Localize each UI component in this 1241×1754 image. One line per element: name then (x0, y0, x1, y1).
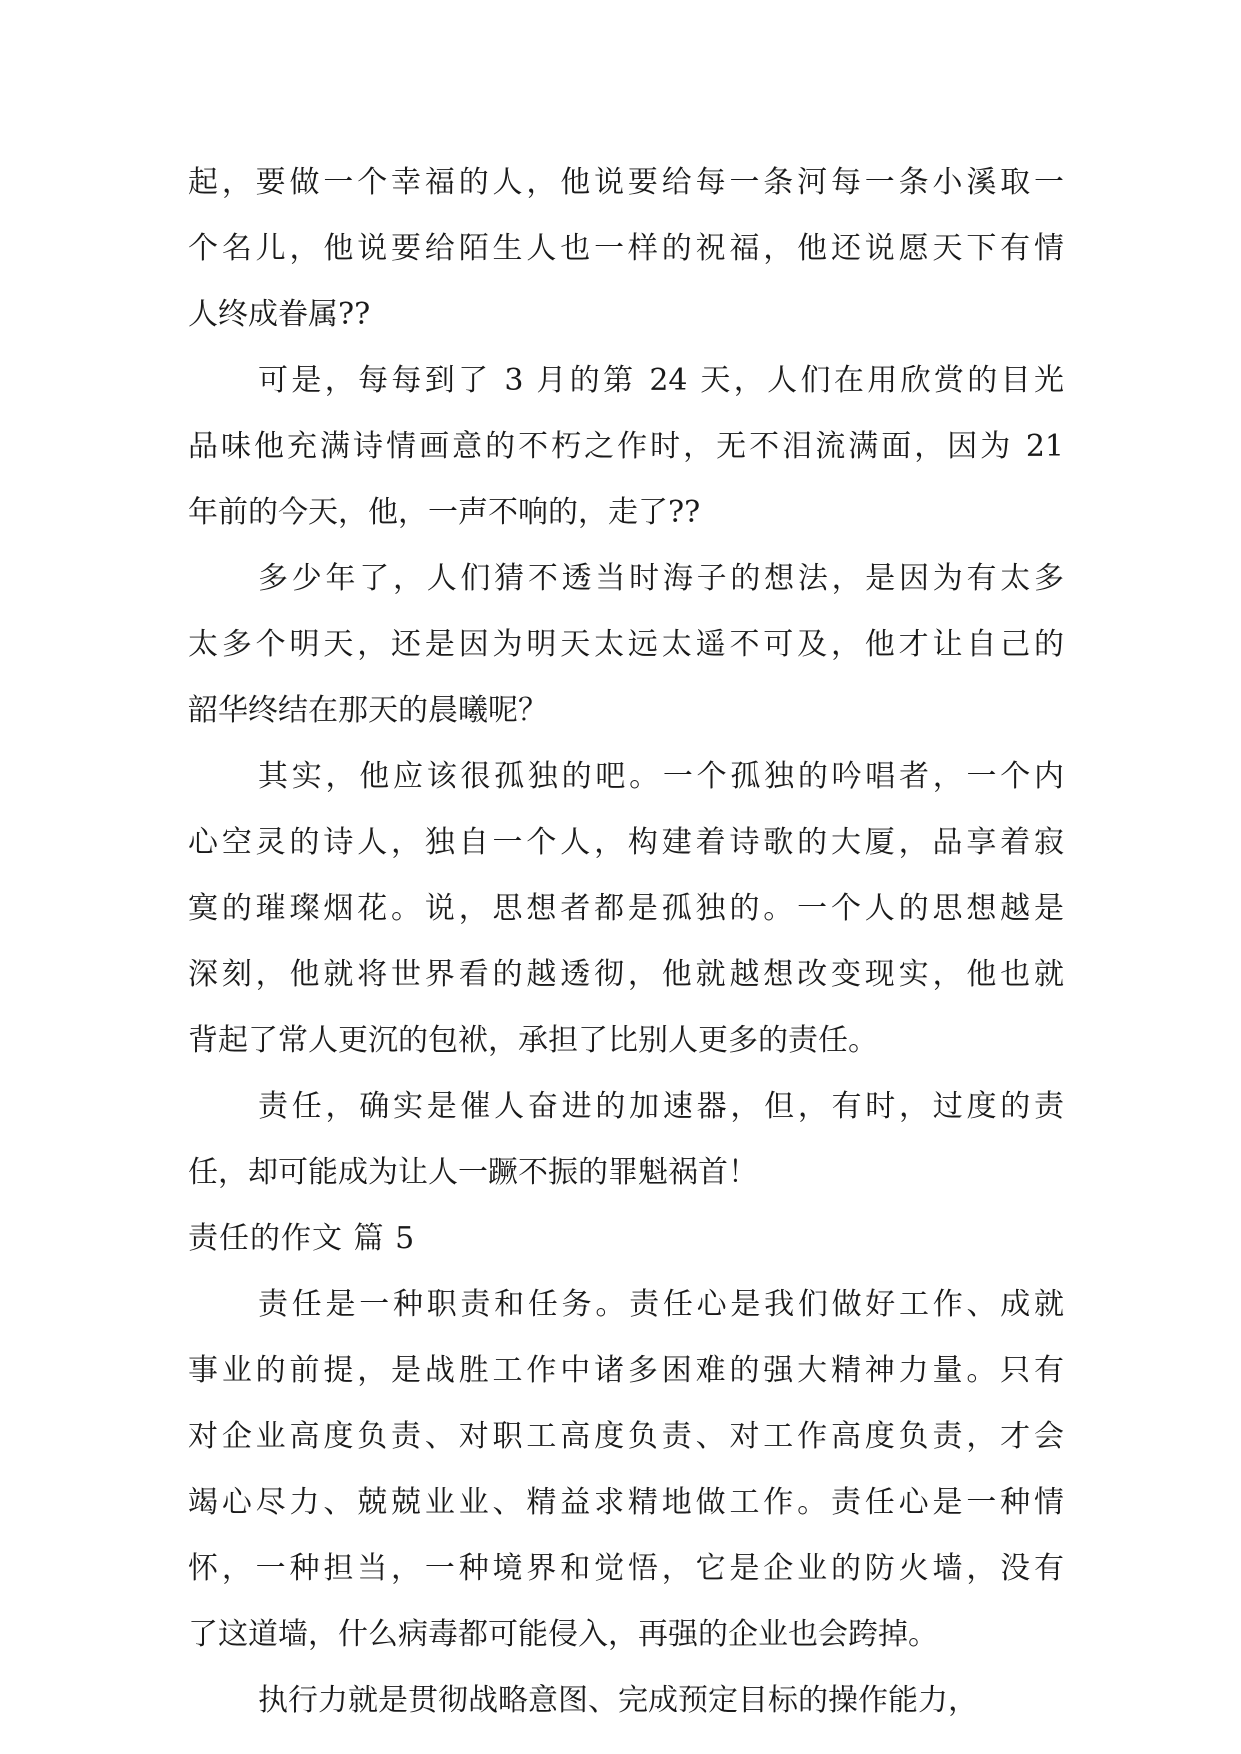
text-line: 任，却可能成为让人一蹶不振的罪魁祸首！ (188, 1155, 758, 1190)
paragraph (188, 1272, 1064, 1668)
text-line: 对企业高度负责、对职工高度负责、对工作高度负责，才会 (188, 1419, 1064, 1454)
text-line: 深刻，他就将世界看的越透彻，他就越想改变现实，他也就 (188, 957, 1064, 992)
paragraph (188, 546, 1064, 744)
text-line: 韶华终结在那天的晨曦呢？ (188, 693, 548, 728)
text-line: 怀，一种担当，一种境界和觉悟，它是企业的防火墙，没有 (188, 1551, 1064, 1586)
document-page (188, 150, 1064, 1734)
text-line: 了这道墙，什么病毒都可能侵入，再强的企业也会跨掉。 (188, 1617, 938, 1652)
text-line: 心空灵的诗人，独自一个人，构建着诗歌的大厦，品享着寂 (188, 825, 1064, 860)
text-line: 个名儿，他说要给陌生人也一样的祝福，他还说愿天下有情 (188, 231, 1064, 266)
paragraph (188, 744, 1064, 1074)
text-line: 背起了常人更沉的包袱，承担了比别人更多的责任。 (188, 1023, 878, 1058)
text-line: 其实，他应该很孤独的吧。一个孤独的吟唱者，一个内 (258, 759, 1064, 794)
text-line: 可是，每每到了 3 月的第 24 天，人们在用欣赏的目光 (258, 363, 1064, 398)
text-line: 责任是一种职责和任务。责任心是我们做好工作、成就 (258, 1287, 1064, 1322)
text-line: 执行力就是贯彻战略意图、完成预定目标的操作能力， (258, 1683, 978, 1718)
text-line: 事业的前提，是战胜工作中诸多困难的强大精神力量。只有 (188, 1353, 1064, 1388)
text-line: 人终成眷属?? (188, 297, 371, 332)
text-line: 起，要做一个幸福的人，他说要给每一条河每一条小溪取一 (188, 165, 1064, 200)
paragraph-continuation (188, 150, 1064, 348)
text-line: 责任，确实是催人奋进的加速器，但，有时，过度的责 (258, 1089, 1064, 1124)
paragraph (188, 348, 1064, 546)
paragraph (188, 1074, 1064, 1206)
section-heading (188, 1206, 1064, 1272)
text-line: 竭心尽力、兢兢业业、精益求精地做工作。责任心是一种情 (188, 1485, 1064, 1520)
heading-line: 责任的作文 篇 5 (188, 1221, 416, 1256)
text-line: 太多个明天，还是因为明天太远太遥不可及，他才让自己的 (188, 627, 1064, 662)
text-line: 寞的璀璨烟花。说，思想者都是孤独的。一个人的思想越是 (188, 891, 1064, 926)
text-line: 品味他充满诗情画意的不朽之作时，无不泪流满面，因为 21 (188, 429, 1064, 464)
text-line: 多少年了，人们猜不透当时海子的想法，是因为有太多 (258, 561, 1064, 596)
text-line: 年前的今天，他，一声不响的，走了?? (188, 495, 701, 530)
paragraph (188, 1668, 1064, 1734)
